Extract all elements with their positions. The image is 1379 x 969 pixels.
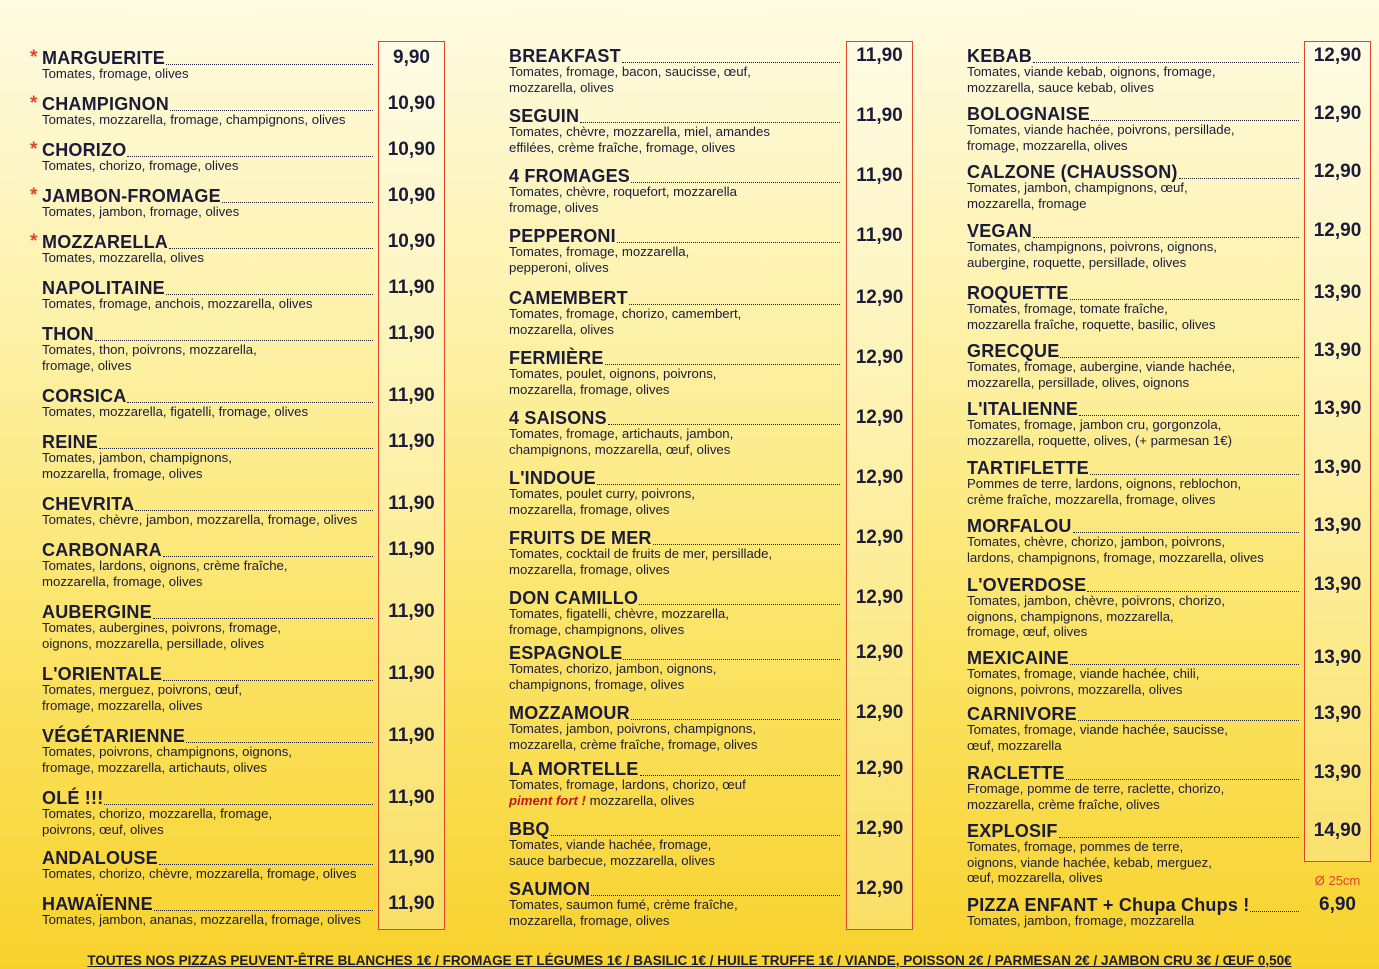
pizza-price: 12,90: [1313, 161, 1362, 182]
pizza-ingredients: Tomates, jambon, champignons, œuf, mozzarella, fromage: [967, 180, 1188, 211]
menu-item: [42, 384, 374, 420]
pizza-price: 11,90: [388, 787, 435, 808]
pizza-price: 11,90: [388, 893, 435, 914]
pizza-name: EXPLOSIF: [967, 821, 1058, 841]
pizza-price: 14,90: [1313, 820, 1362, 841]
pizza-price: 13,90: [1313, 398, 1362, 419]
dot-leader: [163, 680, 373, 681]
dot-leader: [629, 304, 840, 305]
menu-item: [509, 346, 841, 397]
dot-leader: [1070, 299, 1299, 300]
dot-leader: [639, 604, 840, 605]
menu-item: [509, 757, 841, 808]
pizza-price: 11,90: [388, 493, 435, 514]
pizza-price: 12,90: [855, 587, 904, 608]
pizza-ingredients: Tomates, fromage, olives: [42, 66, 189, 81]
pizza-price: 11,90: [388, 847, 435, 868]
pizza-price: 11,90: [388, 601, 435, 622]
pizza-name: VEGAN: [967, 221, 1033, 241]
pizza-name: MOZZAMOUR: [509, 703, 630, 723]
dot-leader: [1059, 837, 1299, 838]
dot-leader: [135, 510, 373, 511]
dot-leader: [1078, 720, 1299, 721]
menu-item: [42, 276, 374, 312]
menu-item: [42, 322, 374, 373]
menu-item: [42, 786, 374, 837]
menu-item: [967, 102, 1300, 153]
menu-item: [967, 893, 1300, 929]
pizza-ingredients: Tomates, fromage, viande hachée, saucisse, œuf, mozzarella: [967, 722, 1228, 753]
menu-item: [967, 456, 1300, 507]
pizza-price: 10,90: [387, 93, 436, 114]
menu-item: [30, 230, 374, 266]
pizza-name: MOZZARELLA: [42, 232, 168, 252]
dot-leader: [1033, 237, 1299, 238]
dot-leader: [169, 248, 373, 249]
menu-item: [30, 92, 374, 128]
menu-column-3: [967, 0, 1371, 969]
menu-item: [509, 877, 841, 928]
dot-leader: [640, 775, 840, 776]
pizza-price: 11,90: [388, 385, 435, 406]
pizza-price: 11,90: [388, 431, 435, 452]
menu-item: [42, 492, 374, 528]
dot-leader: [597, 484, 840, 485]
pizza-name: HAWAÏENNE: [42, 894, 153, 914]
dot-leader: [166, 64, 373, 65]
pizza-price: 12,90: [855, 347, 904, 368]
dot-leader: [1073, 532, 1299, 533]
asterisk-marker: *: [30, 231, 38, 252]
pizza-ingredients: Tomates, fromage, viande hachée, chili, oignons, poivrons, mozzarella, olives: [967, 666, 1200, 697]
pizza-ingredients: Tomates, mozzarella, figatelli, fromage, olives: [42, 404, 309, 419]
menu-item: [30, 184, 374, 220]
menu-item: [967, 646, 1300, 697]
menu-item: [509, 286, 841, 337]
dot-leader: [1179, 178, 1299, 179]
dot-leader: [631, 719, 840, 720]
asterisk-marker: *: [30, 47, 38, 68]
dot-leader: [580, 122, 840, 123]
pizza-name: 4 FROMAGES: [509, 166, 631, 186]
pizza-price: 13,90: [1313, 282, 1362, 303]
pizza-price: 12,90: [855, 527, 904, 548]
pizza-name: KEBAB: [967, 46, 1033, 66]
pizza-name: THON: [42, 324, 94, 344]
pizza-price: 11,90: [856, 165, 903, 186]
pizza-ingredients: Tomates, chorizo, chèvre, mozzarella, fromage, olives: [42, 866, 357, 881]
pizza-name: CHAMPIGNON: [42, 94, 169, 114]
menu-item: [967, 819, 1300, 886]
pizza-ingredients: Tomates, lardons, oignons, crème fraîche, mozzarella, fromage, olives: [42, 558, 288, 589]
pizza-ingredients: Tomates, fromage, lardons, chorizo, œuf piment fort ! mozzarella, olives: [509, 777, 746, 808]
menu-item: [967, 514, 1300, 565]
pizza-ingredients: Tomates, chorizo, mozzarella, fromage, poivrons, œuf, olives: [42, 806, 273, 837]
pizza-price: 13,90: [1313, 647, 1362, 668]
menu-item: [967, 397, 1300, 448]
pizza-name: CORSICA: [42, 386, 127, 406]
pizza-ingredients: Tomates, cocktail de fruits de mer, persillade, mozzarella, fromage, olives: [509, 546, 773, 577]
pizza-name: CARNIVORE: [967, 704, 1077, 724]
pizza-name: CARBONARA: [42, 540, 162, 560]
pizza-name: ESPAGNOLE: [509, 643, 623, 663]
dot-leader: [1090, 474, 1299, 475]
pizza-ingredients: Tomates, champignons, poivrons, oignons, aubergine, roquette, persillade, olives: [967, 239, 1217, 270]
pizza-name: CHORIZO: [42, 140, 127, 160]
pizza-ingredients: Tomates, chorizo, jambon, oignons, champignons, fromage, olives: [509, 661, 717, 692]
pizza-name: MORFALOU: [967, 516, 1072, 536]
pizza-price: 11,90: [388, 725, 435, 746]
menu-item: [509, 44, 841, 95]
menu-item: [42, 724, 374, 775]
pizza-price: 13,90: [1313, 762, 1362, 783]
dot-leader: [591, 895, 840, 896]
menu-item: [42, 538, 374, 589]
pizza-ingredients: Tomates, fromage, pommes de terre, oignons, viande hachée, kebab, merguez, œuf, mozzarella, olives: [967, 839, 1212, 885]
menu-item: [509, 701, 841, 752]
dot-leader: [170, 110, 373, 111]
pizza-ingredients: Tomates, jambon, poivrons, champignons, mozzarella, crème fraîche, fromage, olives: [509, 721, 758, 752]
dot-leader: [1060, 357, 1299, 358]
pizza-price: 12,90: [855, 642, 904, 663]
pizza-ingredients: Tomates, aubergines, poivrons, fromage, oignons, mozzarella, persillade, olives: [42, 620, 281, 651]
pizza-name: FERMIÈRE: [509, 348, 604, 368]
pizza-ingredients: Tomates, chèvre, jambon, mozzarella, fromage, olives: [42, 512, 358, 527]
spicy-note: piment fort !: [509, 792, 586, 808]
menu-item: [509, 817, 841, 868]
menu-item: [509, 526, 841, 577]
dot-leader: [95, 340, 373, 341]
menu-item: [509, 586, 841, 637]
pizza-ingredients: Tomates, jambon, fromage, mozzarella: [967, 913, 1195, 928]
pizza-ingredients: Tomates, mozzarella, olives: [42, 250, 204, 265]
pizza-ingredients: Tomates, fromage, aubergine, viande hachée, mozzarella, persillade, olives, oignons: [967, 359, 1236, 390]
pizza-ingredients: Tomates, viande hachée, poivrons, persillade, fromage, mozzarella, olives: [967, 122, 1235, 153]
dot-leader: [186, 742, 373, 743]
pizza-price: 11,90: [856, 45, 903, 66]
dot-leader: [1087, 591, 1299, 592]
menu-item: [509, 406, 841, 457]
dot-leader: [1033, 62, 1299, 63]
pizza-name: VÉGÉTARIENNE: [42, 726, 186, 746]
menu-item: [967, 44, 1300, 95]
pizza-price: 12,90: [1313, 220, 1362, 241]
dot-leader: [617, 242, 840, 243]
pizza-ingredients: Tomates, viande kebab, oignons, fromage, mozzarella, sauce kebab, olives: [967, 64, 1216, 95]
pizza-ingredients: Tomates, saumon fumé, crème fraîche, mozzarella, fromage, olives: [509, 897, 738, 928]
pizza-price: 12,90: [855, 818, 904, 839]
dot-leader: [1066, 779, 1299, 780]
pizza-name: AUBERGINE: [42, 602, 152, 622]
pizza-price: 11,90: [388, 323, 435, 344]
pizza-name: L'OVERDOSE: [967, 575, 1087, 595]
pizza-name: GRECQUE: [967, 341, 1060, 361]
menu-item: [967, 339, 1300, 390]
menu-item: [509, 164, 841, 215]
dot-leader: [127, 402, 373, 403]
dot-leader: [631, 182, 840, 183]
pizza-ingredients: Tomates, fromage, tomate fraîche, mozzarella fraîche, roquette, basilic, olives: [967, 301, 1216, 332]
pizza-name: BBQ: [509, 819, 550, 839]
pizza-ingredients: Tomates, thon, poivrons, mozzarella, fromage, olives: [42, 342, 257, 373]
pizza-name: FRUITS DE MER: [509, 528, 652, 548]
pizza-name: LA MORTELLE: [509, 759, 639, 779]
menu-item: [967, 281, 1300, 332]
dot-leader: [622, 62, 840, 63]
pizza-name: L'ORIENTALE: [42, 664, 163, 684]
pizza-price: 6,90: [1319, 894, 1356, 915]
pizza-ingredients: Tomates, fromage, bacon, saucisse, œuf, mozzarella, olives: [509, 64, 751, 95]
dot-leader: [222, 202, 373, 203]
pizza-name: SEGUIN: [509, 106, 580, 126]
menu-column-2: [509, 0, 913, 969]
pizza-name: PEPPERONI: [509, 226, 616, 246]
pizza-name: CALZONE (CHAUSSON): [967, 162, 1178, 182]
pizza-name: CAMEMBERT: [509, 288, 628, 308]
menu-item: [42, 600, 374, 651]
pizza-ingredients: Tomates, merguez, poivrons, œuf, fromage, mozzarella, olives: [42, 682, 243, 713]
pizza-price: 13,90: [1313, 703, 1362, 724]
pizza-ingredients: Fromage, pomme de terre, raclette, chorizo, mozzarella, crème fraîche, olives: [967, 781, 1225, 812]
pizza-ingredients: Tomates, jambon, fromage, olives: [42, 204, 240, 219]
menu-item: [30, 138, 374, 174]
pizza-price: 12,90: [855, 758, 904, 779]
asterisk-marker: *: [30, 185, 38, 206]
asterisk-marker: *: [30, 139, 38, 160]
dot-leader: [551, 835, 840, 836]
pizza-price: 11,90: [856, 105, 903, 126]
pizza-name: L'INDOUE: [509, 468, 596, 488]
pizza-price: 12,90: [1313, 103, 1362, 124]
menu-item: [967, 761, 1300, 812]
pizza-price: 10,90: [387, 185, 436, 206]
pizza-ingredients: Tomates, fromage, anchois, mozzarella, olives: [42, 296, 313, 311]
pizza-price: 12,90: [1313, 45, 1362, 66]
pizza-name: JAMBON-FROMAGE: [42, 186, 221, 206]
dot-leader: [1079, 415, 1299, 416]
pizza-name: SAUMON: [509, 879, 591, 899]
pizza-name: ANDALOUSE: [42, 848, 158, 868]
pizza-name: PIZZA ENFANT + Chupa Chups !: [967, 895, 1250, 915]
pizza-price: 9,90: [393, 47, 430, 68]
dot-leader: [623, 659, 840, 660]
dot-leader: [163, 556, 373, 557]
menu-item: [509, 466, 841, 517]
size-label: Ø 25cm: [1314, 873, 1361, 888]
pizza-ingredients: Tomates, fromage, artichauts, jambon, champignons, mozzarella, œuf, olives: [509, 426, 734, 457]
dot-leader: [99, 448, 373, 449]
dot-leader: [166, 294, 373, 295]
pizza-ingredients: Tomates, poulet curry, poivrons, mozzarella, fromage, olives: [509, 486, 695, 517]
pizza-name: ROQUETTE: [967, 283, 1069, 303]
menu-item: [967, 160, 1300, 211]
menu-item: [509, 641, 841, 692]
pizza-name: L'ITALIENNE: [967, 399, 1079, 419]
pizza-ingredients: Tomates, jambon, champignons, mozzarella, fromage, olives: [42, 450, 232, 481]
pizza-price: 11,90: [856, 225, 903, 246]
pizza-name: RACLETTE: [967, 763, 1065, 783]
pizza-ingredients: Tomates, figatelli, chèvre, mozzarella, fromage, champignons, olives: [509, 606, 729, 637]
dot-leader: [1070, 664, 1299, 665]
pizza-ingredients: Tomates, chorizo, fromage, olives: [42, 158, 239, 173]
pizza-name: MEXICAINE: [967, 648, 1069, 668]
asterisk-marker: *: [30, 93, 38, 114]
pizza-price: 12,90: [855, 407, 904, 428]
menu-item: [30, 46, 374, 82]
pizza-name: REINE: [42, 432, 99, 452]
pizza-ingredients: Pommes de terre, lardons, oignons, reblochon, crème fraîche, mozzarella, fromage, olives: [967, 476, 1242, 507]
pizza-name: DON CAMILLO: [509, 588, 639, 608]
pizza-name: MARGUERITE: [42, 48, 165, 68]
menu-column-1: [30, 0, 445, 969]
menu-item: [967, 702, 1300, 753]
pizza-price: 10,90: [387, 231, 436, 252]
pizza-ingredients: Tomates, chèvre, mozzarella, miel, amandes effilées, crème fraîche, fromage, olives: [509, 124, 770, 155]
pizza-name: 4 SAISONS: [509, 408, 607, 428]
menu-item: [42, 662, 374, 713]
menu-item: [42, 430, 374, 481]
dot-leader: [153, 618, 373, 619]
dot-leader: [1250, 911, 1299, 912]
pizza-ingredients: Tomates, mozzarella, fromage, champignons, olives: [42, 112, 346, 127]
pizza-price: 12,90: [855, 287, 904, 308]
pizza-price: 13,90: [1313, 457, 1362, 478]
pizza-price: 10,90: [387, 139, 436, 160]
pizza-ingredients: Tomates, jambon, chèvre, poivrons, chorizo, oignons, champignons, mozzarella, fromage, œuf, olives: [967, 593, 1226, 639]
pizza-price: 13,90: [1313, 515, 1362, 536]
pizza-ingredients: Tomates, poulet, oignons, poivrons, mozzarella, fromage, olives: [509, 366, 717, 397]
dot-leader: [605, 364, 840, 365]
menu-item: [42, 846, 374, 882]
pizza-name: OLÉ !!!: [42, 788, 104, 808]
dot-leader: [154, 910, 373, 911]
pizza-name: BREAKFAST: [509, 46, 621, 66]
menu-item: [509, 104, 841, 155]
pizza-ingredients: Tomates, chèvre, roquefort, mozzarella fromage, olives: [509, 184, 737, 215]
pizza-name: NAPOLITAINE: [42, 278, 165, 298]
supplements-footer: TOUTES NOS PIZZAS PEUVENT-ÊTRE BLANCHES 1€ / FROMAGE ET LÉGUMES 1€ / BASILIC 1€ / HUILE TRUFFE 1€ / VIANDE, POISSON 2€ / PARMESAN 2€ / JAMBON CRU 3€ / ŒUF 0,50€: [87, 953, 1292, 968]
dot-leader: [653, 544, 840, 545]
pizza-price: 12,90: [855, 878, 904, 899]
pizza-price: 11,90: [388, 539, 435, 560]
dot-leader: [1091, 120, 1299, 121]
dot-leader: [159, 864, 373, 865]
menu-item: [967, 219, 1300, 270]
pizza-name: TARTIFLETTE: [967, 458, 1089, 478]
menu-item: [42, 892, 374, 928]
pizza-ingredients: Tomates, chèvre, chorizo, jambon, poivrons, lardons, champignons, fromage, mozzarella, olives: [967, 534, 1264, 565]
pizza-price: 13,90: [1313, 340, 1362, 361]
pizza-ingredients: Tomates, fromage, chorizo, camembert, mozzarella, olives: [509, 306, 742, 337]
pizza-ingredients: Tomates, jambon, ananas, mozzarella, fromage, olives: [42, 912, 361, 927]
pizza-ingredients: Tomates, fromage, jambon cru, gorgonzola, mozzarella, roquette, olives, (+ parmesan 1€): [967, 417, 1232, 448]
menu-item: [967, 573, 1300, 640]
pizza-ingredients: Tomates, fromage, mozzarella, pepperoni, olives: [509, 244, 690, 275]
pizza-name: BOLOGNAISE: [967, 104, 1091, 124]
menu-item: [509, 224, 841, 275]
dot-leader: [608, 424, 840, 425]
pizza-ingredients: Tomates, poivrons, champignons, oignons, fromage, mozzarella, artichauts, olives: [42, 744, 292, 775]
pizza-price: 11,90: [388, 663, 435, 684]
pizza-price: 12,90: [855, 467, 904, 488]
pizza-price: 13,90: [1313, 574, 1362, 595]
pizza-price: 12,90: [855, 702, 904, 723]
pizza-ingredients: Tomates, viande hachée, fromage, sauce barbecue, mozzarella, olives: [509, 837, 715, 868]
pizza-name: CHEVRITA: [42, 494, 135, 514]
dot-leader: [104, 804, 373, 805]
dot-leader: [127, 156, 373, 157]
pizza-price: 11,90: [388, 277, 435, 298]
